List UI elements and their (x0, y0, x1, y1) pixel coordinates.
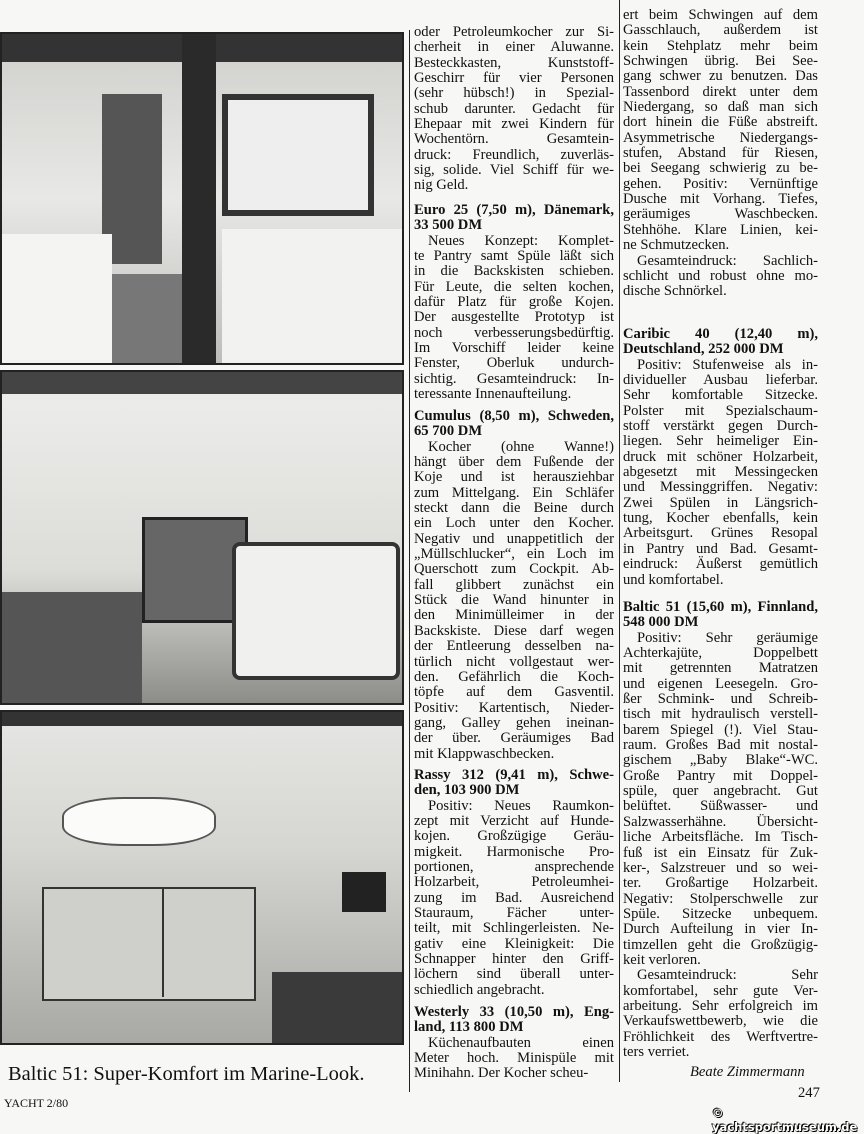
text-line: hängt über dem Fußende der (414, 454, 614, 471)
text-line: druck mit schöner Holzarbeit, (623, 448, 818, 465)
text-line: Koje und ist herausziehbar (414, 469, 614, 486)
text-line: barem Spiegel (!). Viel Stau- (623, 721, 818, 738)
photo-caption: Baltic 51: Super-Komfort im Marine-Look. (8, 1063, 365, 1085)
heading-line: Westerly 33 (10,50 m), Eng- (414, 1004, 614, 1020)
heading-line: Cumulus (8,50 m), Schweden, (414, 408, 614, 424)
text-line: Stehhöhe. Klare Linien, kei- (623, 221, 818, 238)
text-line: ne Schmutzecken. (623, 237, 730, 254)
text-line: Holzarbeit, Petroleumhei- (414, 874, 614, 891)
text-line: Meter hoch. Minispüle mit (414, 1050, 614, 1067)
paragraph (623, 968, 818, 1060)
boat-heading (623, 327, 818, 358)
text-line: Wochentörn. Gesamtein- (414, 131, 614, 148)
text-line: mit Klappwaschbecken. (414, 745, 555, 762)
text-line: Backskiste. Diese darf wegen (414, 622, 614, 639)
text-line: Schnapper hinter den Griff- (414, 951, 614, 968)
text-line: sig, solide. Viel Schiff für we- (414, 162, 614, 179)
text-line: in die Backskisten schieben. (414, 263, 614, 280)
text-line: ein Loch unter den Kocher. (414, 515, 614, 532)
text-line: arbeitung. Sehr erfolgreich im (623, 997, 818, 1014)
magazine-issue: YACHT 2/80 (4, 1096, 69, 1110)
text-line: der Entleerung desselben na- (414, 638, 614, 655)
text-line: löchern sind überall unter- (414, 966, 614, 983)
text-line: und komfortabel. (623, 571, 724, 588)
page-number: 247 (798, 1085, 820, 1101)
text-line: dische Schnörkel. (623, 283, 727, 300)
text-line: ters verriet. (623, 1043, 690, 1060)
paragraph (414, 234, 614, 403)
heading-line: Caribic 40 (12,40 m), (623, 326, 818, 342)
text-line: gang schwer zu benutzen. Das (623, 68, 818, 85)
text-line: spüle, quer angebracht. Gut (623, 783, 818, 800)
text-line: Sehr komfortable Sitzecke. (623, 387, 818, 404)
review-section (414, 1005, 614, 1082)
text-line: migkeit. Harmonische Pro- (414, 843, 614, 860)
text-line: abgesetzt mit Messingecken (623, 464, 818, 481)
text-line: gativ eine Kleinigkeit: Die (414, 935, 614, 952)
photo-cabin-interior (0, 32, 404, 365)
heading-line: Deutschland, 252 000 DM (623, 341, 784, 358)
paragraph (623, 358, 818, 588)
text-line: Querschott zum Cockpit. Ab- (414, 561, 614, 578)
heading-line: Baltic 51 (15,60 m), Finnland, (623, 599, 818, 615)
text-line: stoff verstärkt gegen Durch- (623, 418, 818, 435)
text-line: Kocher (ohne Wanne!) (428, 438, 614, 455)
heading-line: 65 700 DM (414, 423, 483, 440)
text-line: und Messinggriffen. Negativ: (623, 479, 818, 496)
text-line: Positiv: Stufenweise als in- (637, 356, 818, 373)
text-line: Negativ und unappetitlich der (414, 530, 614, 547)
text-line: Küchenaufbauten einen (428, 1034, 614, 1051)
paragraph (414, 25, 614, 194)
paragraph (414, 799, 614, 998)
text-line: gang, Galley gehen ineinan- (414, 714, 614, 731)
boat-heading (414, 409, 614, 440)
text-line: Stück die Wand hinunter in (414, 592, 614, 609)
watermark: © yachtsportmuseum.de (712, 1106, 858, 1134)
text-line: der über. Geräumiges Bad (414, 730, 614, 747)
text-line: Minihahn. Der Kocher scheu- (414, 1065, 589, 1082)
text-line: in Pantry und Bad. Gesamt- (623, 540, 818, 557)
heading-line: den, 103 900 DM (414, 782, 520, 799)
text-line: fuß ist ein Einsatz für Zuk- (623, 844, 818, 861)
text-line: nig Geld. (414, 177, 469, 194)
text-line: ert beim Schwingen auf dem (623, 7, 818, 23)
boat-heading (414, 1005, 614, 1036)
text-line: stufen, Abstand für Riesen, (623, 145, 818, 162)
text-line: Gesamteindruck: Sehr (637, 967, 818, 984)
text-line: zept mit Verzicht auf Hunde- (414, 813, 614, 830)
author-signature: Beate Zimmermann (690, 1064, 805, 1080)
text-line: timzellen geht die Großzügig- (623, 936, 818, 953)
text-line: cherheit in einer Aluwanne. (414, 39, 614, 56)
text-line: tisch mit hydraulisch verstell- (623, 706, 818, 723)
text-line: Polster mit Spezialschaum- (623, 402, 818, 419)
paragraph (414, 1036, 614, 1082)
review-section (414, 25, 614, 194)
review-section (623, 327, 818, 588)
column-divider (409, 30, 410, 1092)
boat-heading (414, 203, 614, 234)
text-line: Tassenbord direkt unter dem (623, 83, 818, 100)
review-section (623, 600, 818, 1060)
text-line: geräumiges Waschbecken. (623, 206, 818, 223)
paragraph (623, 8, 818, 254)
text-line: zum Mittelgang. Ein Schläfer (414, 484, 614, 501)
text-line: sichtig. Gesamteindruck: In- (414, 370, 614, 387)
heading-line: Rassy 312 (9,41 m), Schwe- (414, 767, 614, 783)
text-line: Im Vorschiff leider keine (414, 340, 614, 357)
text-line: liche Arbeitsfläche. Im Tisch- (623, 829, 818, 846)
text-line: gehen. Positiv: Vernünftige (623, 175, 818, 192)
heading-line: 548 000 DM (623, 614, 699, 631)
text-line: kein Stehplatz mehr beim (623, 37, 818, 54)
text-line: keit verloren. (623, 951, 701, 968)
text-line: ker-, Salzstreuer und so wei- (623, 859, 818, 876)
text-line: Ehepaar mit zwei Kindern für (414, 116, 614, 133)
text-line: dafür Platz für große Kojen. (414, 294, 614, 311)
review-section (623, 8, 818, 300)
photo-washbasin (0, 710, 404, 1045)
text-line: den Minimülleimer in der (414, 607, 614, 624)
text-line: noch verbesserungsbedürftig. (414, 324, 614, 341)
text-line: Arbeitsgurt. Grünes Resopal (623, 525, 818, 542)
text-line: mit getrennten Matratzen (623, 660, 818, 677)
text-line: Fröhlichkeit des Werftvertre- (623, 1028, 818, 1045)
text-line: schub darunter. Gedacht für (414, 100, 614, 117)
paragraph (414, 440, 614, 762)
text-line: komfortabel, sehr gute Ver- (623, 982, 818, 999)
text-line: dort hinein die Füße abstreift. (623, 114, 818, 131)
text-line: gischem „Baby Blake“-WC. (623, 752, 818, 769)
text-line: Dusche mit Vorhang. Tiefes, (623, 191, 818, 208)
text-line: dividueller Ausbau lieferbar. (623, 372, 818, 389)
text-line: Positiv: Sehr geräumige (637, 629, 818, 646)
text-line: schlicht und robust ohne mo- (623, 267, 818, 284)
text-line: oder Petroleumkocher zur Si- (414, 24, 614, 40)
text-line: Durch Aufteilung in vier In- (623, 921, 818, 938)
text-line: Asymmetrische Niedergangs- (623, 129, 818, 146)
text-line: Positiv: Neues Raumkon- (428, 797, 614, 814)
review-section (414, 768, 614, 998)
text-line: bei Seegang schwierig zu be- (623, 160, 818, 177)
boat-heading (414, 768, 614, 799)
text-line: portionen, ansprechende (414, 859, 614, 876)
text-line: zung im Bad. Ausreichend (414, 889, 614, 906)
review-section (414, 203, 614, 402)
text-line: Achterkajüte, Doppelbett (623, 645, 818, 662)
text-line: Gesamteindruck: Sachlich- (637, 252, 818, 269)
text-line: Niedergang, so daß man sich (623, 99, 818, 116)
text-line: raum. Großes Bad mit nostal- (623, 737, 818, 754)
text-line: teressante Innenaufteilung. (414, 386, 572, 403)
heading-line: land, 113 800 DM (414, 1019, 524, 1036)
text-line: schiedlich angebracht. (414, 981, 545, 998)
photo-galley (0, 370, 404, 705)
text-line: Der ausgestellte Prototyp ist (414, 309, 614, 326)
text-line: Neues Konzept: Komplet- (428, 232, 614, 249)
text-line: Schwingen übrig. Bei See- (623, 53, 818, 70)
text-line: türlich nicht vollgestaut wer- (414, 653, 614, 670)
text-line: Gasschlauch, außerdem ist (623, 22, 818, 39)
text-line: teilt, mit Schlingerleisten. Ne- (414, 920, 614, 937)
review-section (414, 409, 614, 762)
text-line: Verkaufswettbewerb, wie die (623, 1013, 818, 1030)
text-line: liegen. Sehr heimeliger Ein- (623, 433, 818, 450)
text-line: Große Pantry mit Doppel- (623, 767, 818, 784)
text-line: ter. Großartige Holzarbeit. (623, 875, 818, 892)
column-divider (619, 0, 620, 1082)
text-line: Salzwasserhähne. Übersicht- (623, 813, 818, 830)
text-line: „Müllschlucker“, ein Loch im (414, 546, 614, 563)
text-line: und eigenen Leesegeln. Gro- (623, 675, 818, 692)
boat-heading (623, 600, 818, 631)
text-line: fall glibbert zunächst ein (414, 576, 614, 593)
text-line: ßer Schmink- und Schreib- (623, 691, 818, 708)
text-line: (sehr hübsch!) in Spezial- (414, 85, 614, 102)
text-line: Besteckkasten, Kunststoff- (414, 54, 614, 71)
text-line: töpfe auf dem Gasventil. (414, 684, 614, 701)
text-line: Negativ: Stolperschwelle zur (623, 890, 818, 907)
heading-line: 33 500 DM (414, 217, 483, 234)
text-line: steckt dann die Beine durch (414, 500, 614, 517)
text-line: kojen. Großzügige Geräu- (414, 828, 614, 845)
text-line: eindruck: Äußerst gemütlich (623, 556, 818, 573)
text-line: Fenster, Oberluk undurch- (414, 355, 614, 372)
text-line: Geschirr für vier Personen (414, 70, 614, 87)
paragraph (623, 631, 818, 969)
text-line: den. Gefährlich die Koch- (414, 668, 614, 685)
text-line: Stauraum, Fächer unter- (414, 905, 614, 922)
text-line: Für Leute, die selten kochen, (414, 278, 614, 295)
heading-line: Euro 25 (7,50 m), Dänemark, (414, 202, 614, 218)
text-line: tung, Kocher ebenfalls, kein (623, 510, 818, 527)
text-line: Zwei Spülen in Längsrich- (623, 494, 818, 511)
text-line: Positiv: Kartentisch, Nieder- (414, 699, 614, 716)
text-line: te Pantry samt Spüle läßt sich (414, 248, 614, 265)
text-line: Spüle. Sitzecke unbequem. (623, 905, 818, 922)
paragraph (623, 254, 818, 300)
text-line: druck: Freundlich, zuverläs- (414, 146, 614, 163)
text-line: belüftet. Süßwasser- und (623, 798, 818, 815)
